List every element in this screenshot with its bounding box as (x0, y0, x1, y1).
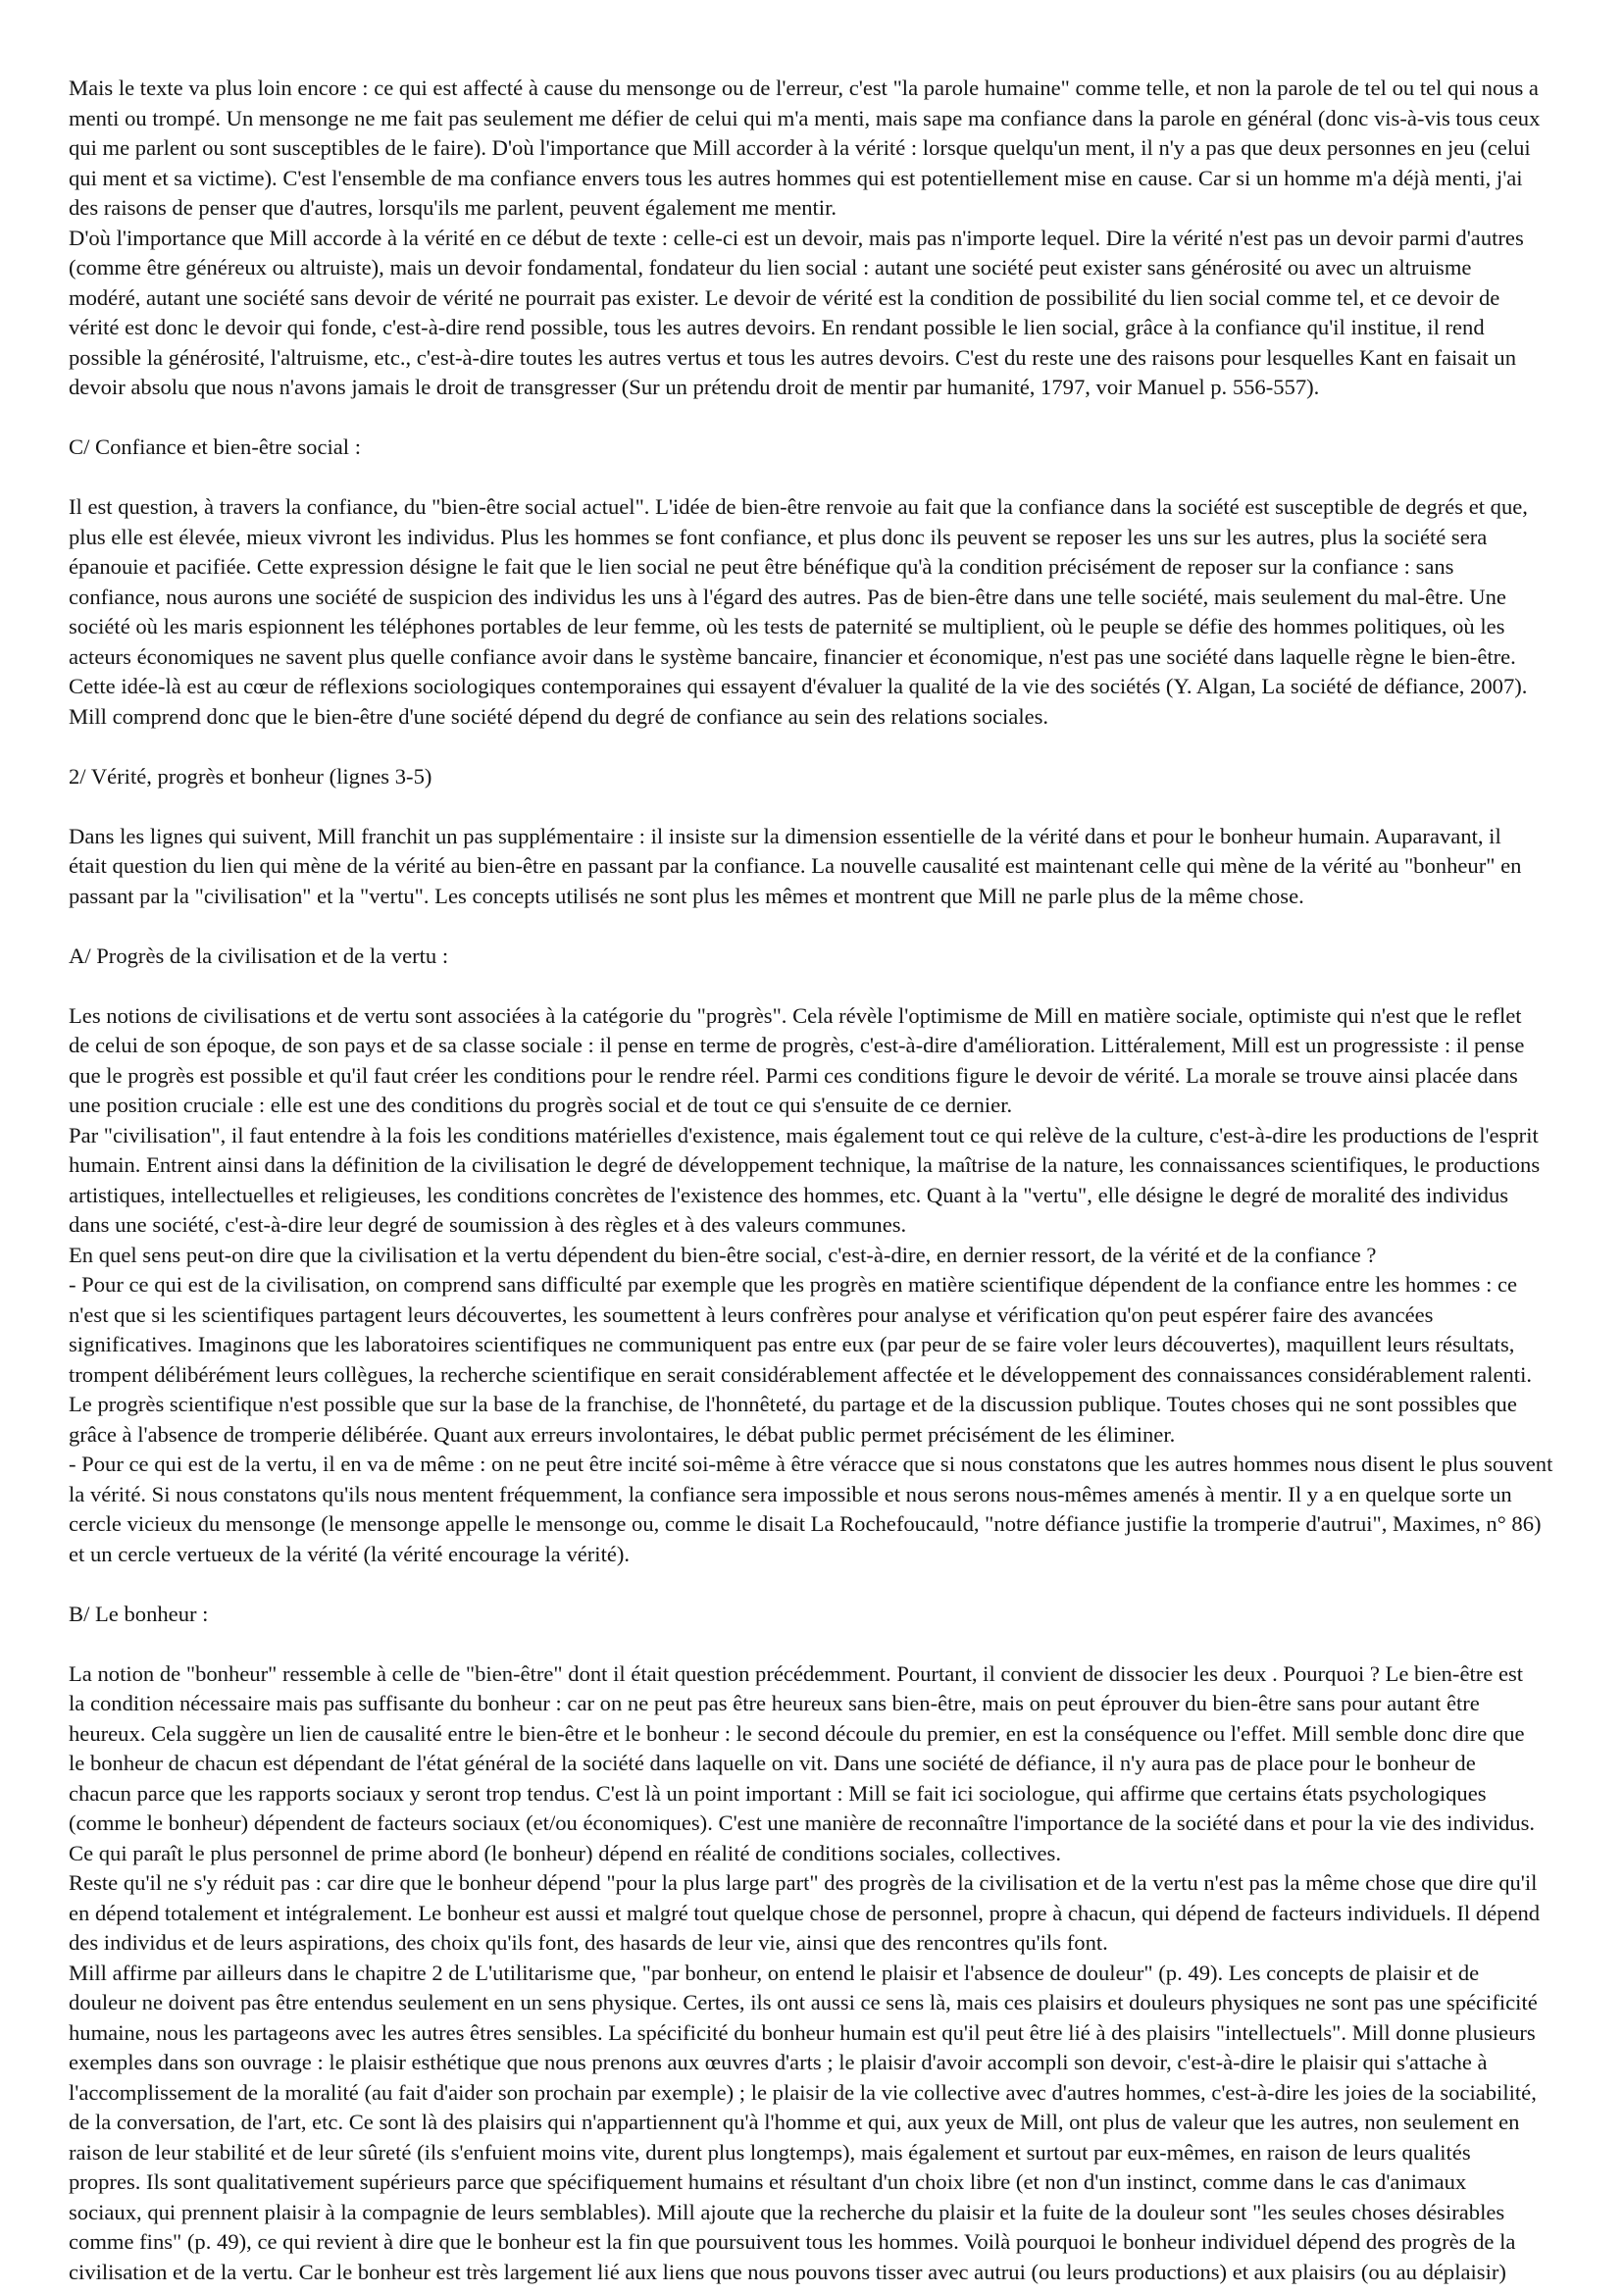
text-line: vérité est donc le devoir qui fonde, c'est-à-dire rend possible, tous les autres devoirs. En rendant possible le lien social, grâce à la confiance qu'il institue, il rend (69, 315, 1485, 339)
text-line: la vérité. Si nous constatons qu'ils nous mentent fréquemment, la confiance sera impossible et nous serons nous-mêmes amenés à mentir. Il y a en quelque sorte un (69, 1481, 1512, 1506)
text-line: modéré, autant une société sans devoir de vérité ne pourrait pas exister. Le devoir de vérité est la condition de possibilité du lien social comme tel, et ce devoir de (69, 284, 1500, 310)
text-line: et un cercle vertueux de la vérité (la vérité encourage la vérité). (69, 1541, 631, 1566)
text-line: Il est question, à travers la confiance, du "bien-être social actuel". L'idée de bien-être renvoie au fait que la confiance dans la société est susceptible de degrés et que, (69, 494, 1528, 519)
text-line: épanouie et pacifiée. Cette expression désigne le fait que le lien social ne peut être bénéfique qu'à la condition précisément de reposer sur la confiance : sans (69, 554, 1454, 579)
text-line: (comme être généreux ou altruiste), mais un devoir fondamental, fondateur du lien social : autant une société peut exister sans générosité ou avec un altruisme (69, 255, 1472, 280)
text-line: plus elle est élevée, mieux vivront les individus. Plus les hommes se font confiance, et plus donc ils peuvent se reposer les uns sur les autres, plus la société sera (69, 524, 1488, 549)
text-line: Mill comprend donc que le bien-être d'une société dépend du degré de confiance au sein des relations sociales. (69, 703, 1049, 729)
text-line: Ce qui paraît le plus personnel de prime abord (le bonheur) dépend en réalité de conditions sociales, collectives. (69, 1840, 1061, 1865)
text-line: n'est que si les scientifiques partagent leurs découvertes, les soumettent à leurs confrères pour analyse et vérification qu'on peut espérer faire des avancées (69, 1301, 1434, 1327)
text-line: - Pour ce qui est de la vertu, il en va de même : on ne peut être incité soi-même à être véracce que si nous constatons que les autres hommes nous disent le plus souvent (69, 1452, 1553, 1476)
text-line: de celui de son époque, de son pays et de sa classe sociale : il pense en terme de progrès, c'est-à-dire d'amélioration. Littéralement, Mill est un progressiste : il pense (69, 1033, 1525, 1057)
paragraph-mensonge-parole (69, 74, 1604, 403)
paragraph-confiance (69, 492, 1604, 732)
text-line: exemples dans son ouvrage : le plaisir esthétique que nous prenons aux œuvres d'arts ; le plaisir d'avoir accompli son devoir, c'est-à-dire le plaisir qui s'attache à (69, 2050, 1488, 2074)
text-line: la condition nécessaire mais pas suffisante du bonheur : car on ne peut pas être heureux sans bien-être, mais on peut éprouver du bien-être sans pour autant être (69, 1691, 1480, 1715)
text-line: Reste qu'il ne s'y réduit pas : car dire que le bonheur dépend "pour la plus large part" des progrès de la civilisation et de la vertu n'est pas la même chose que dire qu'il (69, 1870, 1538, 1895)
text-line: trompent délibérément leurs collègues, la recherche scientifique en serait considérablement affectée et le développement des connaissances considérablement ralenti. (69, 1361, 1533, 1387)
text-line: cercle vicieux du mensonge (le mensonge appelle le mensonge ou, comme le disait La Rochefoucauld, "notre défiance justifie la tromperie d'autrui", Maximes, n° 86) (69, 1511, 1542, 1536)
text-line: - Pour ce qui est de la civilisation, on comprend sans difficulté par exemple que les progrès en matière scientifique dépendent de la confiance entre les hommes : ce (69, 1272, 1518, 1297)
text-line: possible la générosité, l'altruisme, etc., c'est-à-dire toutes les autres vertus et tous les autres devoirs. C'est du reste une des raisons pour lesquelles Kant en faisait un (69, 344, 1517, 370)
text-line: acteurs économiques ne savent plus quelle confiance avoir dans le système bancaire, financier et économique, n'est pas une société dans laquelle règne le bien-être. (69, 643, 1516, 669)
text-line: D'où l'importance que Mill accorde à la vérité en ce début de texte : celle-ci est un devoir, mais pas n'importe lequel. Dire la vérité n'est pas un devoir parmi d'autres (69, 225, 1524, 250)
text-line: le bonheur de chacun est dépendant de l'état général de la société dans laquelle on vit. Dans une société de défiance, il n'y aura pas de place pour le bonheur de (69, 1751, 1476, 1775)
text-line: était question du lien qui mène de la vérité au bien-être en passant par la confiance. La nouvelle causalité est maintenant celle qui mène de la vérité au "bonheur" en (69, 853, 1522, 878)
section-heading: 2/ Vérité, progrès et bonheur (lignes 3-5) (69, 763, 432, 789)
text-line: devoir absolu que nous n'avons jamais le droit de transgresser (Sur un prétendu droit de mentir par humanité, 1797, voir Manuel p. 556-557). (69, 375, 1320, 399)
paragraph-verite-progres (69, 822, 1604, 912)
text-line: Par "civilisation", il faut entendre à la fois les conditions matérielles d'existence, mais également tout ce qui relève de la culture, c'est-à-dire les productions de l'esprit (69, 1122, 1539, 1147)
text-line: propres. Ils sont qualitativement supérieurs parce que spécifiquement humains et résultant d'un choix libre (et non d'un instinct, comme dans le cas d'animaux (69, 2169, 1467, 2194)
text-line: En quel sens peut-on dire que la civilisation et la vertu dépendent du bien-être social, c'est-à-dire, en dernier ressort, de la vérité et de la confiance ? (69, 1242, 1377, 1267)
text-line: douleur ne doivent pas être entendus seulement en un sens physique. Certes, ils ont aussi ce sens là, mais ces plaisirs et douleurs physiques ne sont pas une spécificité (69, 1990, 1538, 2014)
text-line: qui ment et sa victime). C'est l'ensemble de ma confiance envers tous les autres hommes qui est potentiellement mise en cause. Car si un homme m'a déjà menti, j'ai (69, 165, 1523, 190)
section-heading: C/ Confiance et bien-être social : (69, 434, 361, 459)
text-line: passant par la "civilisation" et la "vertu". Les concepts utilisés ne sont plus les mêmes et montrent que Mill ne parle plus de la même chose. (69, 883, 1304, 908)
text-line: La notion de "bonheur" ressemble à celle de "bien-être" dont il était question précédemment. Pourtant, il convient de dissocier les deux . Pourquoi ? Le bien-être est (69, 1660, 1524, 1686)
text-line: dans une société, c'est-à-dire leur degré de soumission à des règles et à des valeurs communes. (69, 1212, 907, 1237)
text-line: Dans les lignes qui suivent, Mill franchit un pas supplémentaire : il insiste sur la dimension essentielle de la vérité dans et pour le bonheur humain. Auparavant, il (69, 823, 1501, 848)
text-line: de la conversation, de l'art, etc. Ce sont là des plaisirs qui n'appartiennent qu'à l'homme et qui, aux yeux de Mill, ont plus de valeur que les autres, non seulement en (69, 2110, 1520, 2134)
text-line: des raisons de penser que d'autres, lorsqu'ils me parlent, peuvent également me mentir. (69, 195, 837, 220)
text-line: significatives. Imaginons que les laboratoires scientifiques ne communiquent pas entre eux (par peur de se faire voler leurs découvertes), maquillent leurs résultats, (69, 1332, 1515, 1356)
document-page (69, 74, 1604, 2287)
text-line: société où les maris espionnent les téléphones portables de leur femme, où les tests de paternité se multiplient, où le peuple se défie des hommes politiques, où les (69, 614, 1505, 638)
paragraph-bonheur (69, 1659, 1604, 2288)
text-line: Les notions de civilisations et de vertu sont associées à la catégorie du "progrès". Cela révèle l'optimisme de Mill en matière sociale, optimiste qui n'est que le reflet (69, 1002, 1522, 1028)
text-line: une position cruciale : elle est une des conditions du progrès social et de tout ce qui s'ensuite de ce dernier. (69, 1093, 1013, 1117)
paragraph-civilisation-vertu (69, 1001, 1604, 1570)
text-line: (comme le bonheur) dépendent de facteurs sociaux (et/ou économiques). C'est une manière de reconnaître l'importance de la société dans et pour la vie des individus. (69, 1810, 1536, 1835)
text-line: menti ou trompé. Un mensonge ne me fait pas seulement me défier de celui qui m'a menti, mais sape ma confiance dans la parole en général (donc vis-à-vis tous ceux (69, 105, 1541, 130)
text-line: l'accomplissement de la moralité (au fait d'aider son prochain par exemple) ; le plaisir de la vie collective avec d'autres hommes, c'est-à-dire les joies de la sociabilité, (69, 2079, 1537, 2105)
section-heading: B/ Le bonheur : (69, 1601, 209, 1626)
text-line: que le progrès est possible et qu'il faut créer les conditions pour le rendre réel. Parmi ces conditions figure le devoir de vérité. La morale se trouve ainsi placée dans (69, 1062, 1518, 1088)
text-line: qui me parlent ou sont susceptibles de le faire). D'où l'importance que Mill accorder à la vérité : lorsque quelqu'un ment, il n'y a pas que deux personnes en jeu (celui (69, 135, 1531, 160)
text-line: en dépend totalement et intégralement. Le bonheur est aussi et malgré tout quelque chose de personnel, propre à chacun, qui dépend de facteurs individuels. Il dépend (69, 1900, 1541, 1925)
text-line: heureux. Cela suggère un lien de causalité entre le bien-être et le bonheur : le second découle du premier, en est la conséquence ou l'effet. Mill semble donc dire que (69, 1720, 1525, 1746)
text-line: artistiques, intellectuelles et religieuses, les conditions concrètes de l'existence des hommes, etc. Quant à la "vertu", elle désigne le degré de moralité des individus (69, 1182, 1509, 1207)
text-line: comme fins" (p. 49), ce qui revient à dire que le bonheur est la fin que poursuivent tous les hommes. Voilà pourquoi le bonheur individuel dépend des progrès de la (69, 2229, 1516, 2254)
text-line: raison de leur stabilité et de leur sûreté (ils s'enfuient moins vite, durent plus longtemps), mais également et surtout par eux-mêmes, en raison de leurs qualités (69, 2139, 1471, 2165)
text-line: Mill affirme par ailleurs dans le chapitre 2 de L'utilitarisme que, "par bonheur, on entend le plaisir et l'absence de douleur" (p. 49). Les concepts de plaisir et de (69, 1960, 1480, 1985)
text-line: civilisation et de la vertu. Car le bonheur est très largement lié aux liens que nous pouvons tisser avec autrui (ou leurs productions) et aux plaisirs (ou au déplaisir) (69, 2259, 1506, 2284)
text-line: Le progrès scientifique n'est possible que sur la base de la franchise, de l'honnêteté, du partage et de la discussion publique. Toutes choses qui ne sont possibles que (69, 1392, 1517, 1416)
text-line: humaine, nous les partageons avec les autres êtres sensibles. La spécificité du bonheur humain est qu'il peut être lié à des plaisirs "intellectuels". Mill donne plusieurs (69, 2019, 1536, 2045)
section-heading: A/ Progrès de la civilisation et de la vertu : (69, 943, 449, 968)
text-line: chacun parce que les rapports sociaux y seront trop tendus. C'est là un point important : Mill se fait ici sociologue, qui affirme que certains états psychologiques (69, 1780, 1487, 1806)
text-line: des individus et de leurs aspirations, des choix qu'ils font, des hasards de leur vie, ainsi que des rencontres qu'ils font. (69, 1930, 1108, 1955)
text-line: grâce à l'absence de tromperie délibérée. Quant aux erreurs involontaires, le débat public permet précisément de les éliminer. (69, 1421, 1176, 1447)
text-line: humain. Entrent ainsi dans la définition de la civilisation le degré de développement technique, la maîtrise de la nature, les connaissances scientifiques, le productions (69, 1152, 1541, 1177)
text-line: sociaux, qui prennent plaisir à la compagnie de leurs semblables). Mill ajoute que la recherche du plaisir et la fuite de la douleur sont "les seules choses désirables (69, 2199, 1505, 2224)
text-line: Cette idée-là est au cœur de réflexions sociologiques contemporaines qui essayent d'évaluer la qualité de la vie des sociétés (Y. Algan, La société de défiance, 2007). (69, 674, 1528, 698)
text-line: confiance, nous aurons une société de suspicion des individus les uns à l'égard des autres. Pas de bien-être dans une telle société, mais seulement du mal-être. Une (69, 584, 1506, 609)
text-line: Mais le texte va plus loin encore : ce qui est affecté à cause du mensonge ou de l'erreur, c'est "la parole humaine" comme telle, et non la parole de tel ou tel qui nous a (69, 76, 1539, 100)
